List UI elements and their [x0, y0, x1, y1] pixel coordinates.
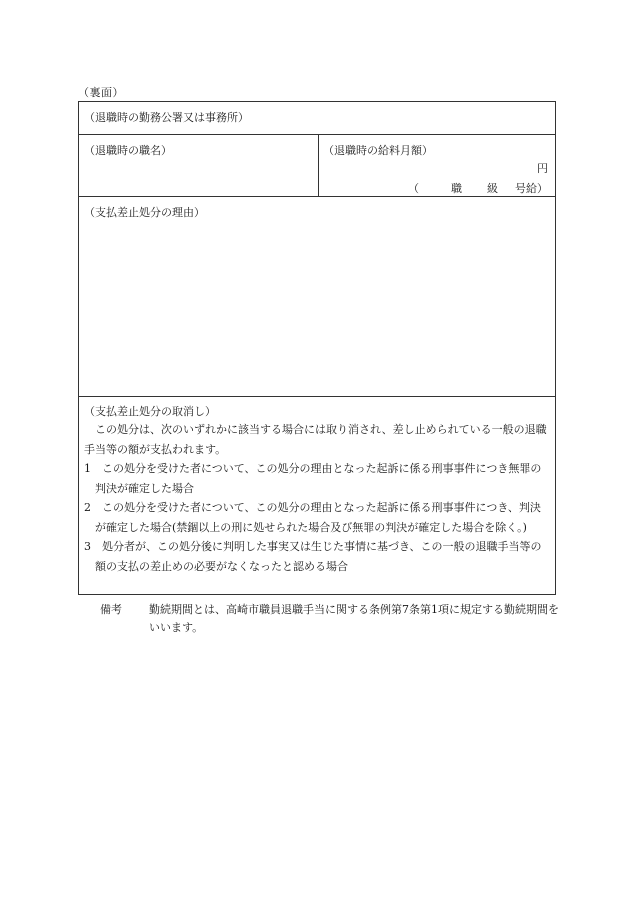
position-salary-section	[79, 135, 555, 197]
position-label: （退職時の職名）	[84, 144, 172, 157]
grade-open: （	[408, 182, 419, 195]
office-section	[79, 102, 555, 135]
grade-shoku: 職	[451, 182, 462, 195]
reason-label: （支払差止処分の理由）	[84, 206, 205, 219]
reason-section	[79, 197, 555, 397]
cancel-text	[84, 420, 549, 576]
salary-unit: 円	[537, 162, 548, 175]
page-side-label: （裏面）	[78, 86, 124, 99]
cancel-item-2: 2 この処分を受けた者について、この処分の理由となった起訴に係る刑事事件につき、判決が確定した場合(禁錮以上の刑に処せられた場合及び無罪の判決が確定した場合を除く。)	[84, 501, 541, 534]
cancel-label: （支払差止処分の取消し）	[84, 405, 216, 418]
grade-gokyu: 号給）	[515, 182, 548, 195]
grade-kyu: 級	[487, 182, 498, 195]
remarks-head: 備考	[100, 603, 122, 616]
salary-label: （退職時の給料月額）	[323, 144, 433, 157]
remarks-body: 勤続期間とは、高崎市職員退職手当に関する条例第7条第1項に規定する勤続期間をいいます。	[149, 603, 559, 634]
column-divider	[318, 135, 319, 196]
cancel-intro: この処分は、次のいずれかに該当する場合には取り消され、差し止められている一般の退職手当等の額が支払われます。	[84, 423, 547, 456]
cancel-item-3: 3 処分者が、この処分後に判明した事実又は生じた事情に基づき、この一般の退職手当等の額の支払の差止めの必要がなくなったと認める場合	[84, 540, 542, 573]
cancellation-section	[79, 397, 555, 594]
cancel-item-1: 1 この処分を受けた者について、この処分の理由となった起訴に係る刑事事件につき無罪の判決が確定した場合	[84, 462, 542, 495]
office-label: （退職時の勤務公署又は事務所）	[84, 111, 249, 124]
disposition-form	[78, 101, 556, 595]
